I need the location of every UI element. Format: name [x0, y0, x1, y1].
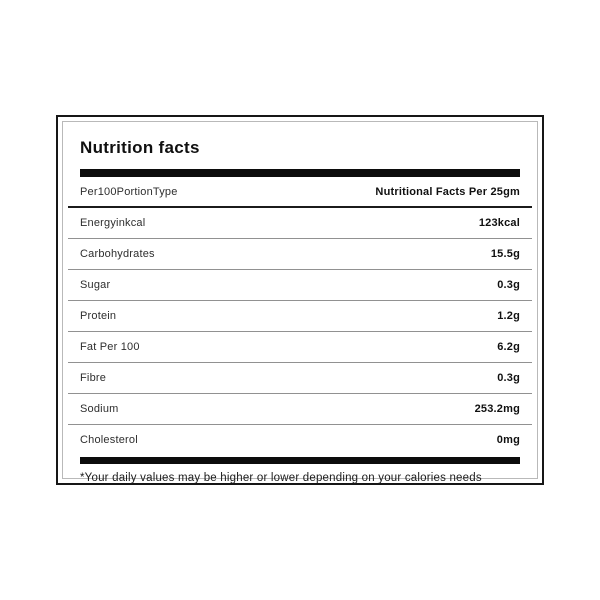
nutrient-row-protein [68, 301, 532, 332]
nutrient-label: Carbohydrates [80, 248, 155, 260]
nutrient-label: Protein [80, 310, 117, 322]
header-facts-per-label: Nutritional Facts Per 25gm [375, 185, 520, 198]
nutrient-rows [68, 208, 532, 455]
divider-thick-bottom [80, 457, 520, 464]
nutrient-row-carbohydrates [68, 239, 532, 270]
nutrient-label: Fat Per 100 [80, 341, 140, 353]
nutrient-label: Cholesterol [80, 434, 138, 446]
nutrient-row-fibre [68, 363, 532, 394]
nutrient-value: 123kcal [478, 217, 520, 229]
nutrient-value: 0.3g [497, 279, 520, 291]
nutrient-value: 6.2g [497, 341, 520, 353]
nutrient-label: Energyinkcal [80, 217, 146, 229]
nutrient-value: 253.2mg [474, 403, 520, 415]
nutrient-row-fat [68, 332, 532, 363]
nutrition-facts-card [56, 115, 544, 485]
table-header-row [68, 177, 532, 208]
nutrient-label: Sugar [80, 279, 111, 291]
divider-thick-top [80, 169, 520, 177]
header-portion-type-label: Per100PortionType [80, 185, 178, 198]
nutrient-value: 0.3g [497, 372, 520, 384]
nutrient-row-sodium [68, 394, 532, 425]
nutrient-value: 0mg [496, 434, 520, 446]
nutrient-row-sugar [68, 270, 532, 301]
nutrient-label: Sodium [80, 403, 119, 415]
nutrient-row-energy [68, 208, 532, 239]
daily-values-footnote: *Your daily values may be higher or lower depending on your calories needs [80, 472, 482, 484]
nutrient-label: Fibre [80, 372, 107, 384]
card-title: Nutrition facts [80, 138, 200, 157]
nutrient-value: 1.2g [497, 310, 520, 322]
nutrient-row-cholesterol [68, 425, 532, 455]
nutrition-facts-inner-panel [62, 121, 538, 484]
nutrient-value: 15.5g [490, 248, 520, 260]
